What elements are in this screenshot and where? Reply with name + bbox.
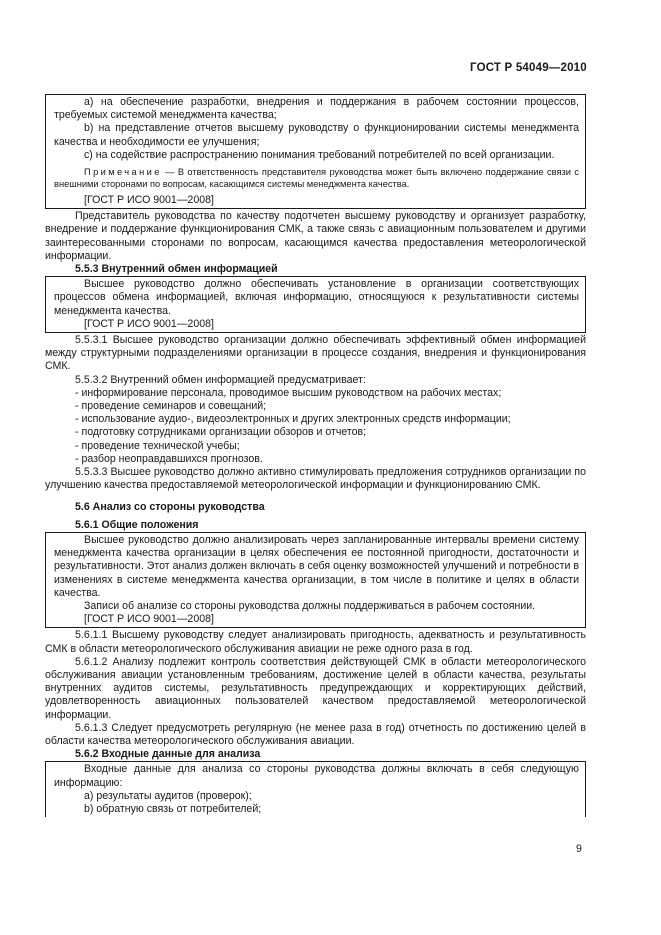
- quoted-standard-box-3: [45, 532, 586, 628]
- quoted-standard-box-4: [45, 761, 586, 817]
- list-item: - разбор неоправдавшихся прогнозов.: [75, 452, 263, 465]
- box4-item-a: а) результаты аудитов (проверок);: [84, 789, 252, 802]
- heading-5-5-3: 5.5.3 Внутренний обмен информацией: [75, 263, 278, 276]
- quoted-standard-box-1: [45, 94, 586, 209]
- list-item: - информирование персонала, проводимое высшим руководством на рабочих местах;: [75, 386, 502, 399]
- box3-text-1: Высшее руководство должно анализировать через запланированные интервалы времени систему менеджмента качества организации в целях обеспечения ее постоянной пригодности, достаточности и результативности. Этот анализ должен включать в себя оценку возможностей улучшений и потребности в изменениях в системе менеджмента качества организации, в том числе в политике и целях в области качества.: [54, 533, 579, 599]
- box3-reference: [ГОСТ Р ИСО 9001—2008]: [84, 613, 214, 626]
- note-label: Примечание: [84, 167, 162, 178]
- heading-5-6-1: 5.6.1 Общие положения: [75, 518, 199, 531]
- quoted-standard-box-2: [45, 276, 586, 333]
- box2-text: Высшее руководство должно обеспечивать установление в организации соответствующих процессов обмена информацией, включая информацию, относящуюся к результативности системы менеджмента качества.: [54, 278, 579, 317]
- paragraph-5-6-1-1: 5.6.1.1 Высшему руководству следует анализировать пригодность, адекватность и результативность СМК в области метеорологического обслуживания авиации не реже одного раза в год.: [45, 629, 586, 655]
- box1-reference: [ГОСТ Р ИСО 9001—2008]: [84, 194, 214, 207]
- list-item: - проведение технической учебы;: [75, 439, 240, 452]
- heading-5-6-2: 5.6.2 Входные данные для анализа: [75, 748, 261, 761]
- box1-item-c: c) на содействие распространению понимания требований потребителей по всей организации.: [84, 148, 555, 161]
- paragraph-5-5-3-3: 5.5.3.3 Высшее руководство должно активно стимулировать предложения сотрудников организации по улучшению качества предоставляемой метеорологической информации и функционированию СМК.: [45, 466, 586, 492]
- document-id-header: ГОСТ Р 54049—2010: [470, 62, 587, 74]
- paragraph-5-5-3-1: 5.5.3.1 Высшее руководство организации должно обеспечивать эффективный обмен информацией между структурными подразделениями организации в процессе создания, внедрения и функционирования СМК.: [45, 334, 586, 373]
- paragraph-5-5-3-2: 5.5.3.2 Внутренний обмен информацией предусматривает:: [75, 373, 366, 386]
- note-text: — В ответственность представителя руководства может быть включено поддержание связи с внешними сторонами по вопросам, касающимся системы менеджмента качества.: [54, 167, 579, 190]
- heading-5-6: 5.6 Анализ со стороны руководства: [75, 501, 265, 514]
- page-content: [45, 94, 586, 817]
- representative-paragraph: Представитель руководства по качеству подотчетен высшему руководству и организует разработку, внедрение и поддержание функционирования СМК, а также связь с авиационным пользователем и другими заинтересованными сторонами по вопросам, касающимся качества предоставления метеорологической информации.: [45, 210, 586, 262]
- box2-reference: [ГОСТ Р ИСО 9001—2008]: [84, 317, 214, 330]
- box1-note: [54, 166, 579, 190]
- list-item: - подготовку сотрудниками организации обзоров и отчетов;: [75, 426, 367, 439]
- box4-item-b: b) обратную связь от потребителей;: [84, 802, 262, 815]
- box3-text-2: Записи об анализе со стороны руководства должны поддерживаться в рабочем состоянии.: [84, 599, 536, 612]
- paragraph-5-6-1-2: 5.6.1.2 Анализу подлежит контроль соответствия действующей СМК в области метеорологического обслуживания авиации установленным требованиям, достижение целей в области качества, результаты внутренних аудитов системы, результативность предупреждающих и корректирующих действий, удовлетворенность авиационных пользователей качеством предоставляемой метеорологической информации.: [45, 655, 586, 721]
- box1-item-a: а) на обеспечение разработки, внедрения и поддержания в рабочем состоянии процессов, требуемых системой менеджмента качества;: [54, 96, 579, 122]
- list-item: - использование аудио-, видеоэлектронных и других электронных средств информации;: [75, 413, 511, 426]
- box1-item-b: b) на представление отчетов высшему руководству о функционировании системы менеджмента качества и необходимости ее улучшения;: [54, 122, 579, 148]
- paragraph-5-6-1-3: 5.6.1.3 Следует предусмотреть регулярную (не менее раза в год) отчетность по достижению целей в области качества метеорологического обслуживания авиации.: [45, 721, 586, 747]
- box4-text: Входные данные для анализа со стороны руководства должны включать в себя следующую информацию:: [54, 763, 579, 789]
- page-number: 9: [576, 843, 582, 855]
- list-item: - проведение семинаров и совещаний;: [75, 400, 267, 413]
